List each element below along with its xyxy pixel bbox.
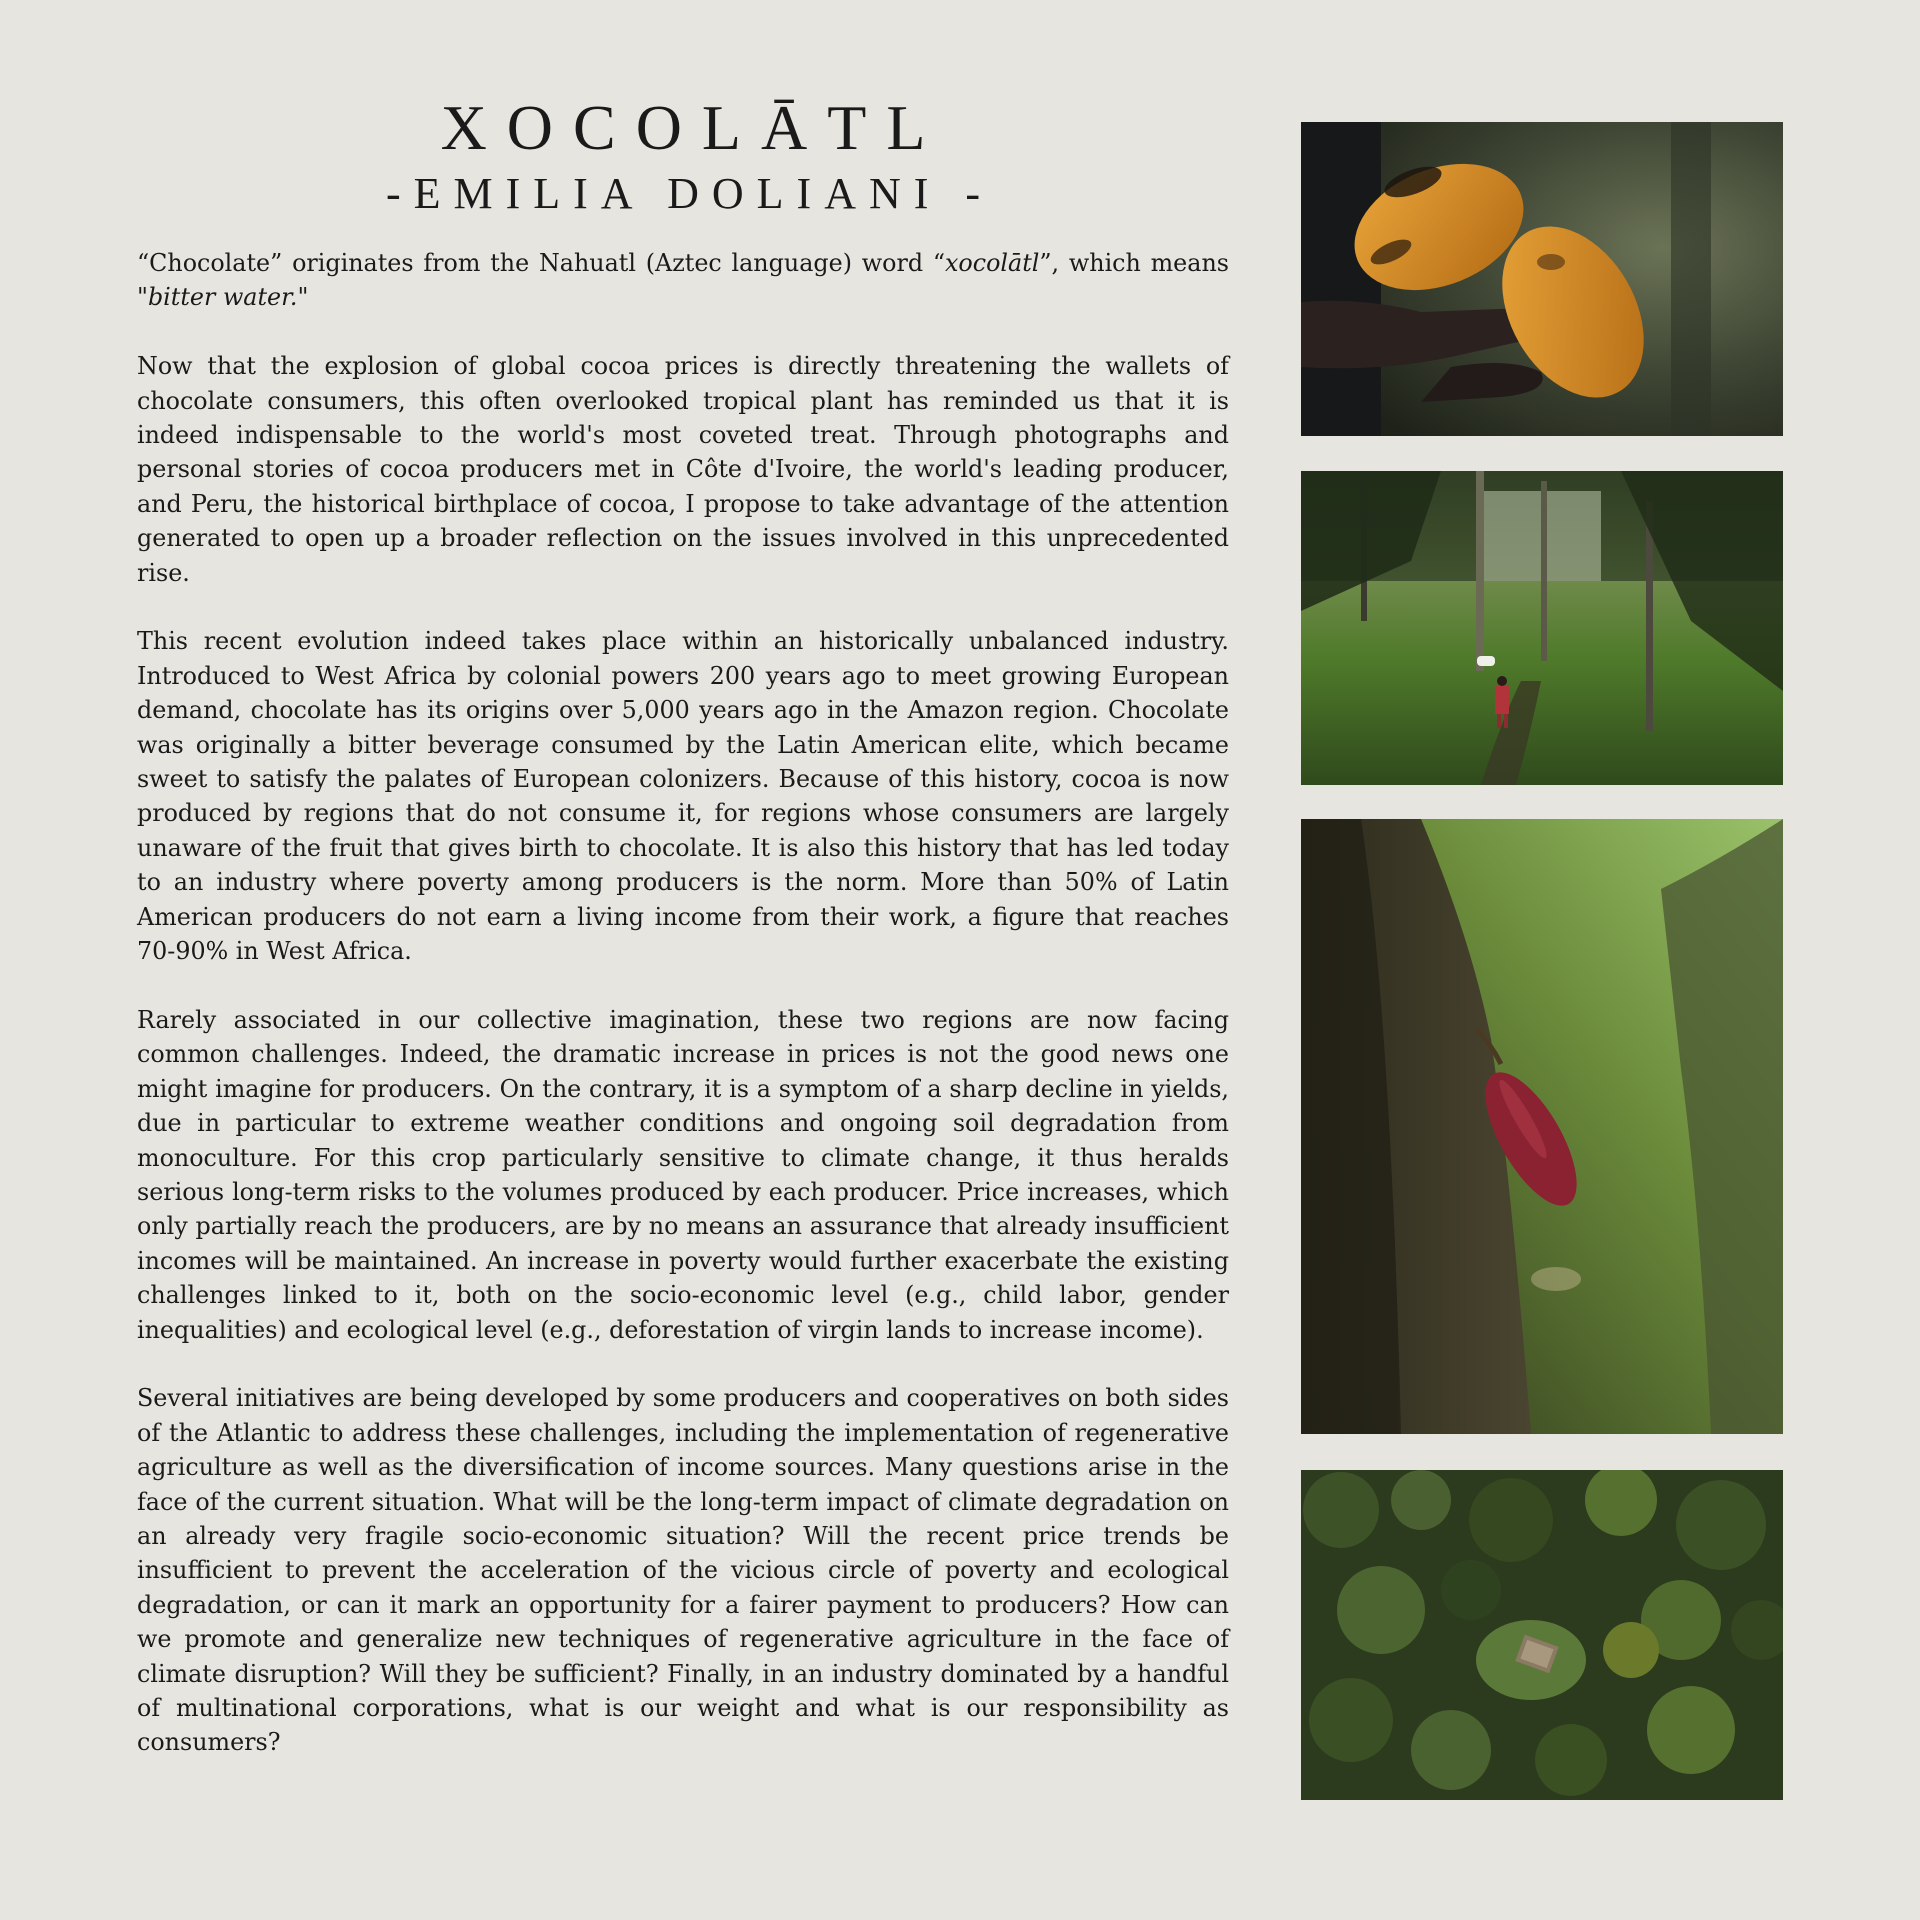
cocoa-pods-in-hand-photo xyxy=(1301,122,1783,436)
intro-italic-meaning: "bitter water." xyxy=(137,283,309,312)
page-title: XOCOLĀTL xyxy=(440,92,946,163)
red-cocoa-pod-image xyxy=(1301,819,1783,1434)
paragraph: Rarely associated in our collective imagination, these two regions are now facing common challenges. Indeed, the dramatic increase in prices is not the good news one might imagine for producers. On the contrary, it is a symptom of a sharp decline in yields, due in particular to extreme weather conditions and ongoing soil degradation from monoculture. For this crop particularly sensitive to climate change, it thus heralds serious long-term risks to the volumes produced by each producer. Price increases, which only partially reach the producers, are by no means an assurance that already insufficient incomes will be maintained. An increase in poverty would further exacerbate the existing challenges linked to it, both on the socio-economic level (e.g., child labor, gender inequalities) and ecological level (e.g., deforestation of virgin lands to increase income). xyxy=(137,1005,1229,1344)
aerial-forest-image xyxy=(1301,1470,1783,1800)
intro-text-b: ”, which means xyxy=(1039,249,1229,277)
intro-italic-word: xocolātl xyxy=(945,249,1040,277)
article-body xyxy=(137,246,1229,1760)
aerial-forest-hut-photo xyxy=(1301,1470,1783,1800)
forest-path-photo xyxy=(1301,471,1783,785)
paragraph: Now that the explosion of global cocoa prices is directly threatening the wallets of chocolate consumers, this often overlooked tropical plant has reminded us that it is indeed indispensable to the world's most coveted treat. Through photographs and personal stories of cocoa producers met in Côte d'Ivoire, the world's leading producer, and Peru, the historical birthplace of cocoa, I propose to take advantage of the attention generated to open up a broader reflection on the issues involved in this unprecedented rise. xyxy=(137,352,1229,587)
paragraph: This recent evolution indeed takes place within an historically unbalanced industry. Introduced to West Africa by colonial powers 200 years ago to meet growing European demand, chocolate has its origins over 5,000 years ago in the Amazon region. Chocolate was originally a bitter beverage consumed by the Latin American elite, which became sweet to satisfy the palates of European colonizers. Because of this history, cocoa is now produced by regions that do not consume it, for regions whose consumers are largely unaware of the fruit that gives birth to chocolate. It is also this history that has led today to an industry where poverty among producers is the norm. More than 50% of Latin American producers do not earn a living income from their work, a figure that reaches 70-90% in West Africa. xyxy=(137,627,1229,966)
paragraph: Several initiatives are being developed by some producers and cooperatives on both sides of the Atlantic to address these challenges, including the implementation of regenerative agriculture as well as the diversification of income sources. Many questions arise in the face of the current situation. What will be the long-term impact of climate degradation on an already very fragile socio-economic situation? Will the recent price trends be insufficient to prevent the acceleration of the vicious circle of poverty and ecological degradation, or can it mark an opportunity for a fairer payment to producers? How can we promote and generalize new techniques of regenerative agriculture in the face of climate disruption? Will they be sufficient? Finally, in an industry dominated by a handful of multinational corporations, what is our weight and what is our responsibility as consumers? xyxy=(137,1384,1229,1757)
author-name: -EMILIA DOLIANI - xyxy=(385,169,994,218)
header xyxy=(137,90,1229,222)
forest-path-image xyxy=(1301,471,1783,785)
intro-paragraph xyxy=(137,246,1229,315)
cocoa-pods-image xyxy=(1301,122,1783,436)
red-cocoa-pod-on-trunk-photo xyxy=(1301,819,1783,1434)
intro-text-a: “Chocolate” originates from the Nahuatl (Aztec language) word “ xyxy=(137,249,945,277)
